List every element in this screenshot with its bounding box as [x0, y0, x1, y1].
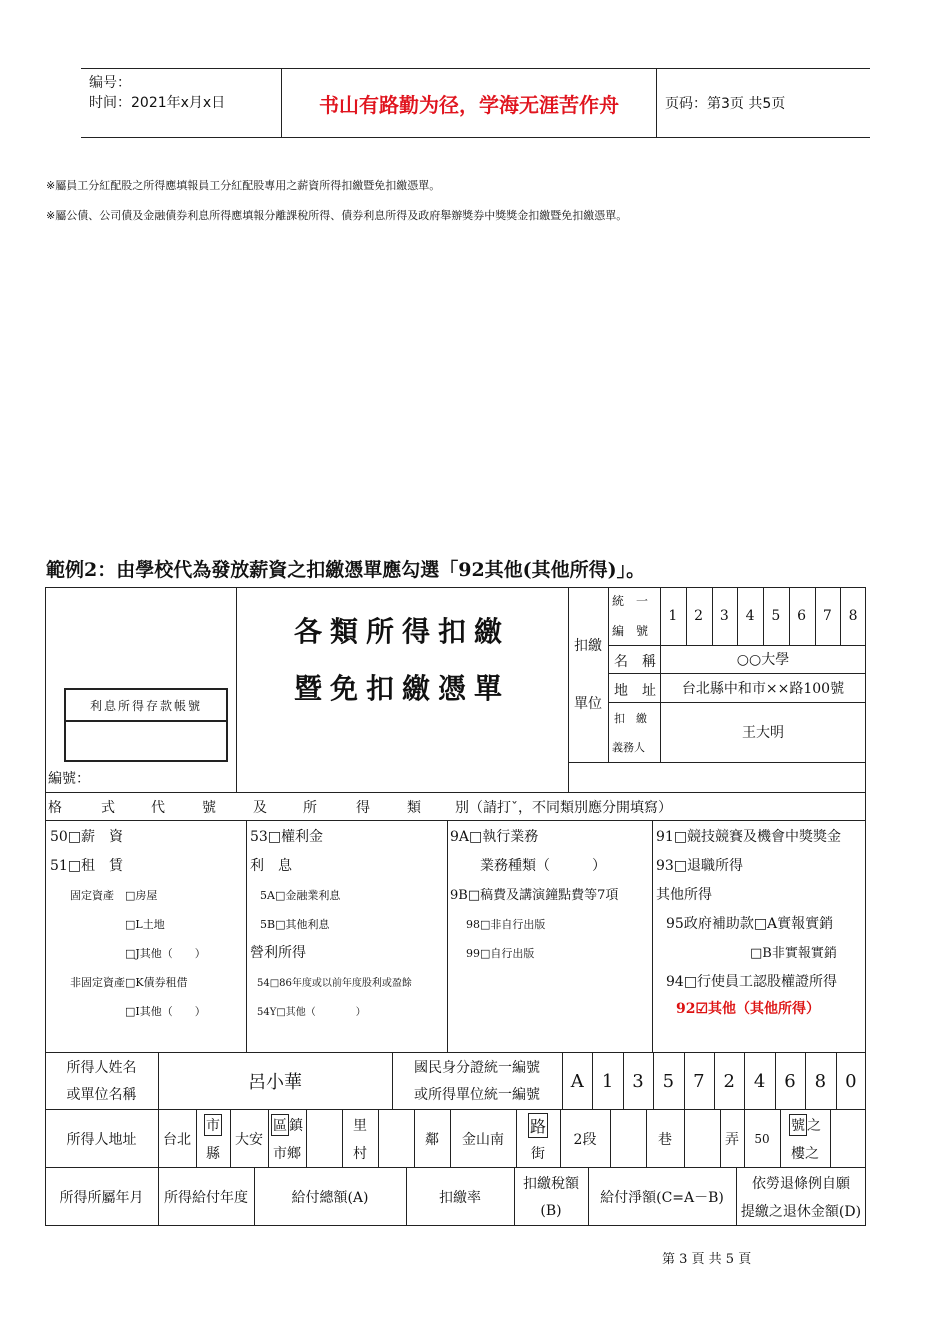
- recipient-name-label-bottom: 或單位名稱: [66, 1087, 137, 1103]
- uid-digit[interactable]: 1: [668, 608, 678, 624]
- address-floor-unit: 樓之: [791, 1146, 819, 1162]
- address-city[interactable]: 台北: [163, 1131, 191, 1148]
- income-type-option[interactable]: 9A□執行業務: [450, 829, 539, 845]
- recipient-name-value[interactable]: 呂小華: [248, 1072, 302, 1093]
- amounts-pension-label-bottom: 提繳之退休金額(D): [740, 1204, 862, 1220]
- form-title-line1: 各類所得扣繳: [293, 615, 510, 648]
- format-header-token: 號: [202, 800, 216, 816]
- note-1: ※屬員工分紅配股之所得應填報員工分紅配股專用之薪資所得扣繳暨免扣繳憑單。: [46, 179, 441, 192]
- income-type-option[interactable]: 51□租 賃: [50, 858, 124, 874]
- id-char[interactable]: 5: [662, 1070, 675, 1092]
- form-title-line2: 暨免扣繳憑單: [293, 672, 510, 705]
- income-type-option[interactable]: 91□競技競賽及機會中獎獎金: [656, 829, 842, 845]
- note-2: ※屬公債、公司債及金融債券利息所得應填報分離課稅所得、債券利息所得及政府舉辦獎券中獎獎金扣繳暨免扣繳憑單。: [46, 209, 628, 222]
- uid-digit[interactable]: 2: [694, 608, 704, 624]
- uid-digit[interactable]: 8: [848, 608, 858, 624]
- income-type-option[interactable]: □I其他（ ）: [125, 1005, 206, 1018]
- id-char[interactable]: A: [570, 1070, 584, 1092]
- format-header-token: 別（請打ˇ，不同類別應分開填寫）: [455, 800, 672, 816]
- amounts-pension-label-top: 依勞退條例自願: [752, 1176, 850, 1192]
- amounts-rate-label: 扣繳率: [439, 1189, 481, 1206]
- format-header-token: 格: [48, 800, 62, 816]
- uid-digit[interactable]: 5: [771, 608, 781, 624]
- unit-name-value[interactable]: ○○大學: [736, 652, 790, 668]
- income-type-option[interactable]: 固定資產 □房屋: [70, 889, 158, 902]
- address-road[interactable]: 金山南: [462, 1131, 504, 1148]
- header-time-label: 时间：2021年x月x日: [89, 95, 226, 111]
- income-type-option[interactable]: □L土地: [125, 918, 165, 931]
- income-type-option[interactable]: 5B□其他利息: [260, 918, 330, 931]
- income-type-option[interactable]: 50□薪 資: [50, 829, 124, 845]
- page-footer: 第 3 頁 共 5 頁: [662, 1252, 752, 1267]
- address-number-unit-a: 號: [789, 1114, 807, 1136]
- income-type-option[interactable]: 98□非自行出版: [466, 918, 546, 931]
- format-header-token: 得: [356, 800, 370, 816]
- amounts-tax-label-top: 扣繳稅額: [523, 1176, 579, 1192]
- selected-income-type[interactable]: 92☑其他（其他所得）: [676, 1001, 821, 1017]
- format-header-token: 及: [253, 800, 267, 816]
- agent-label-top: 扣 繳: [614, 712, 647, 725]
- income-type-option[interactable]: 93□退職所得: [656, 858, 744, 874]
- income-type-option[interactable]: 非固定資產□K債券租借: [70, 976, 188, 989]
- uid-digit[interactable]: 6: [797, 608, 807, 624]
- uid-label-top: 統 一: [612, 594, 649, 608]
- withholding-unit-label-top: 扣繳: [574, 638, 602, 654]
- id-char[interactable]: 8: [814, 1070, 827, 1092]
- address-city-unit-bottom: 縣: [206, 1146, 220, 1162]
- income-type-option[interactable]: 95政府補助款□A實報實銷: [666, 916, 834, 932]
- income-type-option[interactable]: 99□自行出版: [466, 947, 535, 960]
- header-motto: 书山有路勤为径，学海无涯苦作舟: [281, 69, 657, 137]
- id-char[interactable]: 0: [845, 1070, 857, 1092]
- income-type-option[interactable]: 9B□稿費及講演鐘點費等7項: [450, 888, 619, 903]
- form-number-label: 編號：: [48, 771, 90, 787]
- address-lane-unit: 巷: [658, 1131, 672, 1148]
- income-type-option[interactable]: 53□權利金: [250, 829, 324, 845]
- income-type-option[interactable]: 其他所得: [656, 887, 712, 903]
- address-village-unit-bottom: 村: [353, 1146, 367, 1162]
- address-road-unit-bottom: 街: [531, 1146, 545, 1162]
- income-type-option[interactable]: 利 息: [250, 858, 292, 874]
- id-char[interactable]: 6: [784, 1070, 796, 1092]
- income-type-option[interactable]: 94□行使員工認股權證所得: [666, 974, 838, 990]
- income-type-option[interactable]: 業務種類（ ）: [480, 858, 606, 874]
- recipient-id-label-bottom: 或所得單位統一編號: [414, 1087, 540, 1103]
- amounts-period-label: 所得所屬年月: [59, 1189, 144, 1206]
- address-city-unit-top: 市: [204, 1114, 222, 1136]
- address-alley-unit: 弄: [725, 1131, 739, 1148]
- header-number-label: 编号：: [89, 75, 131, 91]
- amounts-tax-label-bottom: (B): [540, 1203, 562, 1219]
- format-header-token: 式: [101, 800, 115, 816]
- format-header-token: 類: [407, 800, 421, 816]
- document-header: [81, 68, 870, 138]
- format-header-token: 所: [303, 800, 317, 816]
- address-village-unit-top: 里: [353, 1118, 367, 1134]
- uid-digit[interactable]: 3: [719, 608, 729, 624]
- id-char[interactable]: 1: [601, 1070, 614, 1092]
- income-type-option[interactable]: □J其他（ ）: [125, 947, 206, 960]
- interest-account-label: 利息所得存款帳號: [89, 698, 202, 713]
- unit-address-label: 地 址: [614, 683, 656, 699]
- income-type-option[interactable]: 54Y□其他（ ）: [257, 1007, 366, 1018]
- amounts-gross-label: 給付總額(A): [291, 1189, 369, 1206]
- address-district-unit-b: 鎮: [289, 1118, 303, 1134]
- address-district-unit-a: 區: [271, 1114, 289, 1136]
- agent-value[interactable]: 王大明: [742, 725, 784, 741]
- agent-label-bottom: 義務人: [612, 741, 645, 754]
- recipient-name-label-top: 所得人姓名: [66, 1060, 137, 1076]
- income-type-option[interactable]: □B非實報實銷: [750, 946, 837, 961]
- format-header-token: 代: [151, 800, 165, 816]
- recipient-id-label-top: 國民身分證統一編號: [414, 1060, 540, 1076]
- amounts-net-label: 給付淨額(C=A－B): [600, 1189, 724, 1206]
- address-section[interactable]: 2段: [573, 1131, 597, 1148]
- address-number[interactable]: 50: [754, 1131, 770, 1146]
- address-road-unit-top: 路: [528, 1113, 548, 1138]
- withholding-unit-label-bottom: 單位: [574, 696, 602, 712]
- address-neighborhood-unit: 鄰: [425, 1131, 439, 1148]
- uid-digit[interactable]: 4: [745, 608, 755, 624]
- interest-account-input[interactable]: [66, 722, 226, 760]
- address-district-unit-bottom: 市鄉: [273, 1146, 301, 1162]
- amounts-pay-year-label: 所得給付年度: [164, 1189, 248, 1206]
- address-district[interactable]: 大安: [235, 1131, 263, 1148]
- address-number-unit-b: 之: [807, 1118, 821, 1134]
- address-label: 所得人地址: [66, 1131, 137, 1148]
- id-char[interactable]: 4: [753, 1070, 766, 1092]
- income-type-option[interactable]: 54□86年度或以前年度股利或盈餘: [257, 978, 412, 989]
- header-page-info: 页码：第3页 共5页: [665, 96, 786, 112]
- unit-address-value[interactable]: 台北縣中和市××路100號: [681, 680, 845, 697]
- id-char[interactable]: 7: [693, 1070, 705, 1092]
- income-type-option[interactable]: 營利所得: [250, 945, 306, 961]
- id-char[interactable]: 3: [632, 1070, 644, 1092]
- unit-name-label: 名 稱: [614, 654, 656, 670]
- uid-label-bottom: 編 號: [612, 624, 649, 638]
- example-title: 範例2：由學校代為發放薪資之扣繳憑單應勾選「92其他(其他所得)」。: [46, 559, 646, 581]
- uid-digit[interactable]: 7: [822, 608, 832, 624]
- income-type-option[interactable]: 5A□金融業利息: [260, 889, 341, 902]
- id-char[interactable]: 2: [723, 1070, 735, 1092]
- header-meta: [81, 69, 281, 137]
